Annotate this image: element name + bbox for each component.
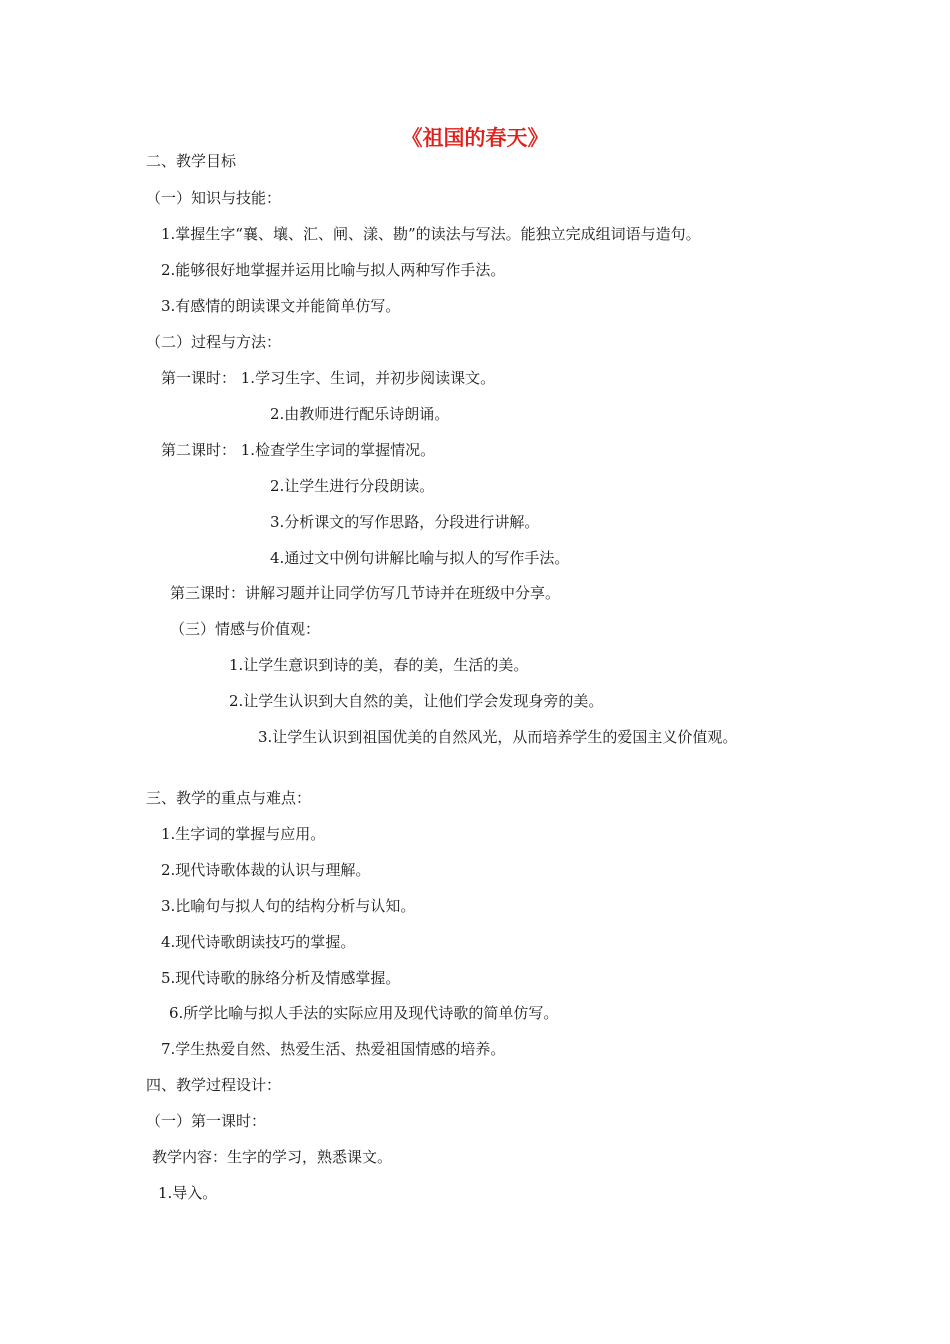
list-item: 7.学生热爱自然、热爱生活、热爱祖国情感的培养。: [161, 1040, 506, 1058]
section-heading-key-points: 三、教学的重点与难点：: [146, 789, 312, 807]
paragraph-line: 教学内容：生字的学习，熟悉课文。: [152, 1148, 393, 1166]
subsection-heading: （三）情感与价值观：: [170, 620, 321, 638]
list-item: 3.比喻句与拟人句的结构分析与认知。: [161, 897, 416, 915]
lesson-line: 2.由教师进行配乐诗朗诵。: [270, 405, 450, 423]
lesson-line: 第一课时： 1.学习生字、生词，并初步阅读课文。: [161, 369, 496, 387]
lesson-line: 3.分析课文的写作思路，分段进行讲解。: [270, 513, 540, 531]
lesson-line: 2.让学生进行分段朗读。: [270, 477, 435, 495]
list-item: 1.导入。: [158, 1184, 218, 1202]
subsection-heading: （二）过程与方法：: [146, 333, 282, 351]
list-item: 4.现代诗歌朗读技巧的掌握。: [161, 933, 356, 951]
list-item: 6.所学比喻与拟人手法的实际应用及现代诗歌的简单仿写。: [169, 1004, 559, 1022]
list-item: 3.有感情的朗读课文并能简单仿写。: [161, 297, 401, 315]
section-heading-process: 四、教学过程设计：: [146, 1076, 282, 1094]
section-heading-objectives: 二、教学目标: [146, 152, 237, 170]
subsection-heading: （一）知识与技能：: [146, 189, 282, 207]
list-item: 2.让学生认识到大自然的美，让他们学会发现身旁的美。: [229, 692, 604, 710]
lesson-line: 第二课时： 1.检查学生字词的掌握情况。: [161, 441, 436, 459]
document-title: 《祖国的春天》: [401, 125, 549, 150]
list-item: 1.让学生意识到诗的美，春的美，生活的美。: [229, 656, 529, 674]
list-item: 5.现代诗歌的脉络分析及情感掌握。: [161, 969, 401, 987]
list-item: 1.掌握生字“襄、壤、汇、闸、漾、勘”的读法与写法。能独立完成组词语与造句。: [161, 225, 701, 243]
list-item: 2.现代诗歌体裁的认识与理解。: [161, 861, 371, 879]
lesson-line: 第三课时：讲解习题并让同学仿写几节诗并在班级中分享。: [170, 584, 561, 602]
subsection-heading: （一）第一课时：: [146, 1112, 267, 1130]
list-item: 2.能够很好地掌握并运用比喻与拟人两种写作手法。: [161, 261, 506, 279]
list-item: 3.让学生认识到祖国优美的自然风光，从而培养学生的爱国主义价值观。: [258, 728, 738, 746]
list-item: 1.生字词的掌握与应用。: [161, 825, 326, 843]
lesson-line: 4.通过文中例句讲解比喻与拟人的写作手法。: [270, 549, 570, 567]
